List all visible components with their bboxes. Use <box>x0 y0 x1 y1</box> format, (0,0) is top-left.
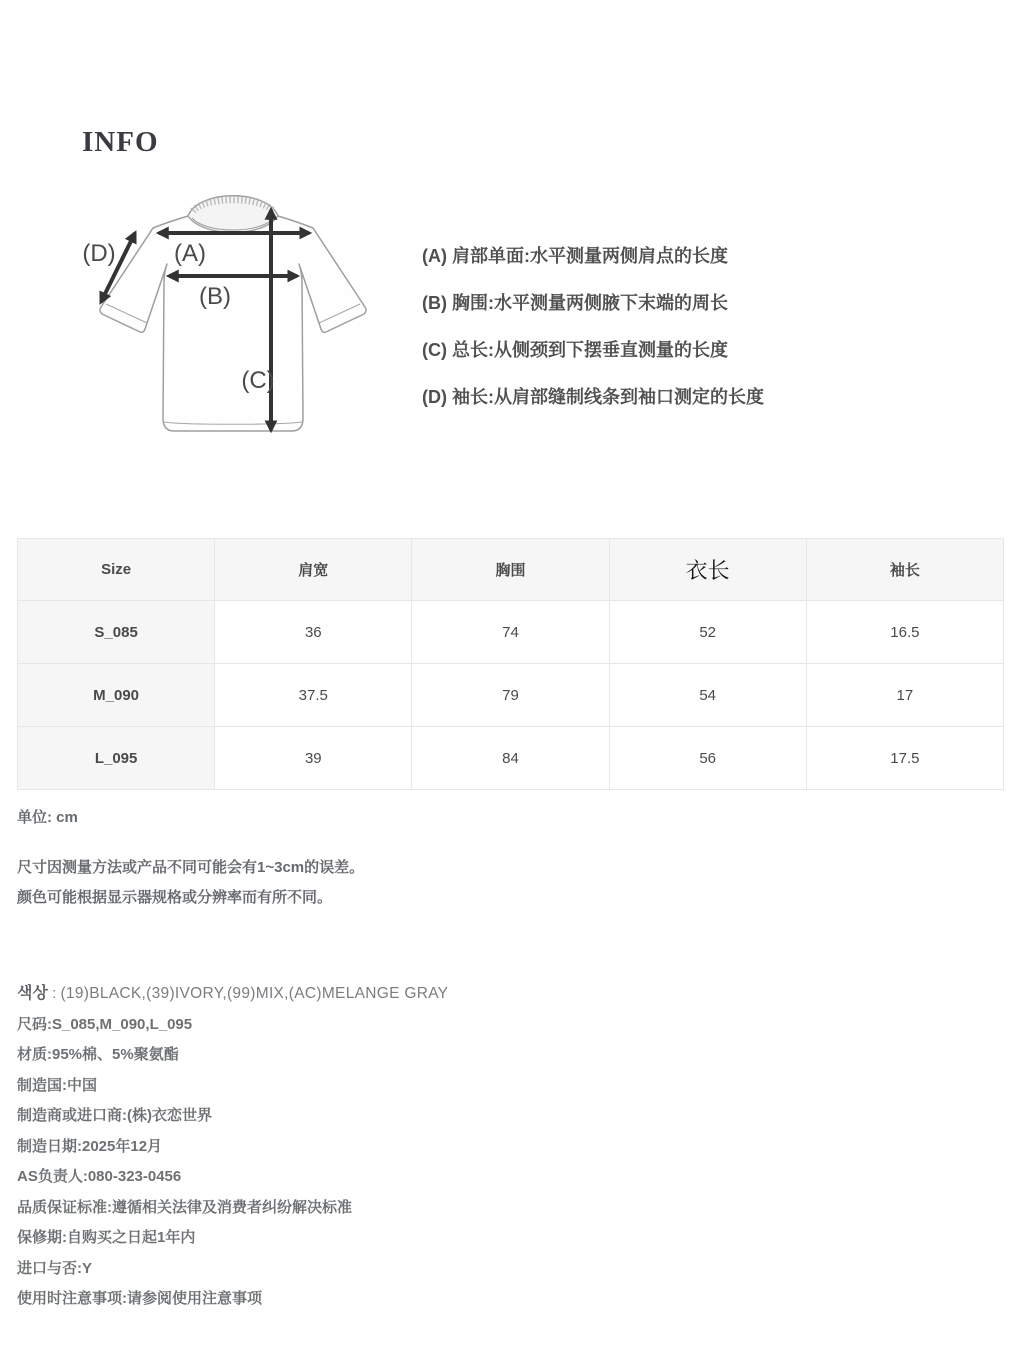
detail-quality: 品质保证标准:遵循相关法律及消费者纠纷解决标准 <box>17 1198 352 1216</box>
cell-size: M_090 <box>18 664 215 727</box>
measurement-descriptions <box>422 244 982 432</box>
note-color: 颜色可能根据显示器规格或分辨率而有所不同。 <box>17 889 333 906</box>
cell-sleeve: 16.5 <box>806 601 1003 664</box>
size-table-header-size: Size <box>18 539 215 601</box>
page-title: INFO <box>82 126 159 158</box>
measurement-desc-d: (D) 袖长:从肩部缝制线条到袖口测定的长度 <box>422 387 764 407</box>
cell-size: S_085 <box>18 601 215 664</box>
diagram-label-d: (D) <box>82 240 116 267</box>
table-row <box>18 727 1004 790</box>
detail-color-label: 색상 <box>17 985 48 1002</box>
detail-color-value: (19)BLACK,(39)IVORY,(99)MIX,(AC)MELANGE GRAY <box>60 985 449 1002</box>
diagram-label-a: (A) <box>174 240 206 267</box>
diagram-label-c: (C) <box>241 367 275 394</box>
detail-caution: 使用时注意事项:请参阅使用注意事项 <box>17 1290 262 1307</box>
size-table <box>17 538 1004 790</box>
cell-length: 52 <box>609 601 806 664</box>
detail-sizes: 尺码:S_085,M_090,L_095 <box>17 1015 193 1033</box>
cell-size: L_095 <box>18 727 215 790</box>
cell-shoulder: 36 <box>215 601 412 664</box>
diagram-label-b: (B) <box>199 283 231 310</box>
cell-chest: 74 <box>412 601 609 664</box>
tshirt-measurement-diagram <box>63 178 403 458</box>
measurement-notes <box>17 858 364 918</box>
cell-chest: 84 <box>412 727 609 790</box>
unit-note: 单位: cm <box>17 809 78 826</box>
detail-date: 制造日期:2025年12月 <box>17 1137 163 1155</box>
detail-warranty: 保修期:自购买之日起1年内 <box>17 1229 196 1246</box>
table-row <box>18 601 1004 664</box>
detail-color <box>17 984 917 1004</box>
detail-manufacturer: 制造商或进口商:(株)衣恋世界 <box>17 1107 212 1124</box>
table-row <box>18 664 1004 727</box>
cell-length: 54 <box>609 664 806 727</box>
detail-imported: 进口与否:Y <box>17 1259 93 1277</box>
cell-chest: 79 <box>412 664 609 727</box>
detail-as-contact: AS负责人:080-323-0456 <box>17 1168 182 1185</box>
detail-country: 制造国:中国 <box>17 1076 97 1094</box>
tshirt-diagram-svg <box>63 178 403 458</box>
cell-shoulder: 39 <box>215 727 412 790</box>
measurement-desc-a: (A) 肩部单面:水平测量两侧肩点的长度 <box>422 246 728 266</box>
size-table-header-length: 衣长 <box>609 539 806 601</box>
size-table-header-shoulder: 肩宽 <box>215 539 412 601</box>
detail-color-separator: : <box>47 985 61 1002</box>
note-tolerance: 尺寸因测量方法或产品不同可能会有1~3cm的误差。 <box>17 859 365 876</box>
measurement-desc-b: (B) 胸围:水平测量两侧腋下末端的周长 <box>422 293 728 313</box>
detail-material: 材质:95%棉、5%聚氨酯 <box>17 1046 179 1063</box>
cell-sleeve: 17 <box>806 664 1003 727</box>
product-details <box>17 984 917 1320</box>
size-table-header-row <box>18 539 1004 601</box>
cell-length: 56 <box>609 727 806 790</box>
cell-shoulder: 37.5 <box>215 664 412 727</box>
size-table-header-chest: 胸围 <box>412 539 609 601</box>
size-table-header-sleeve: 袖长 <box>806 539 1003 601</box>
cell-sleeve: 17.5 <box>806 727 1003 790</box>
measurement-desc-c: (C) 总长:从侧颈到下摆垂直测量的长度 <box>422 340 728 360</box>
